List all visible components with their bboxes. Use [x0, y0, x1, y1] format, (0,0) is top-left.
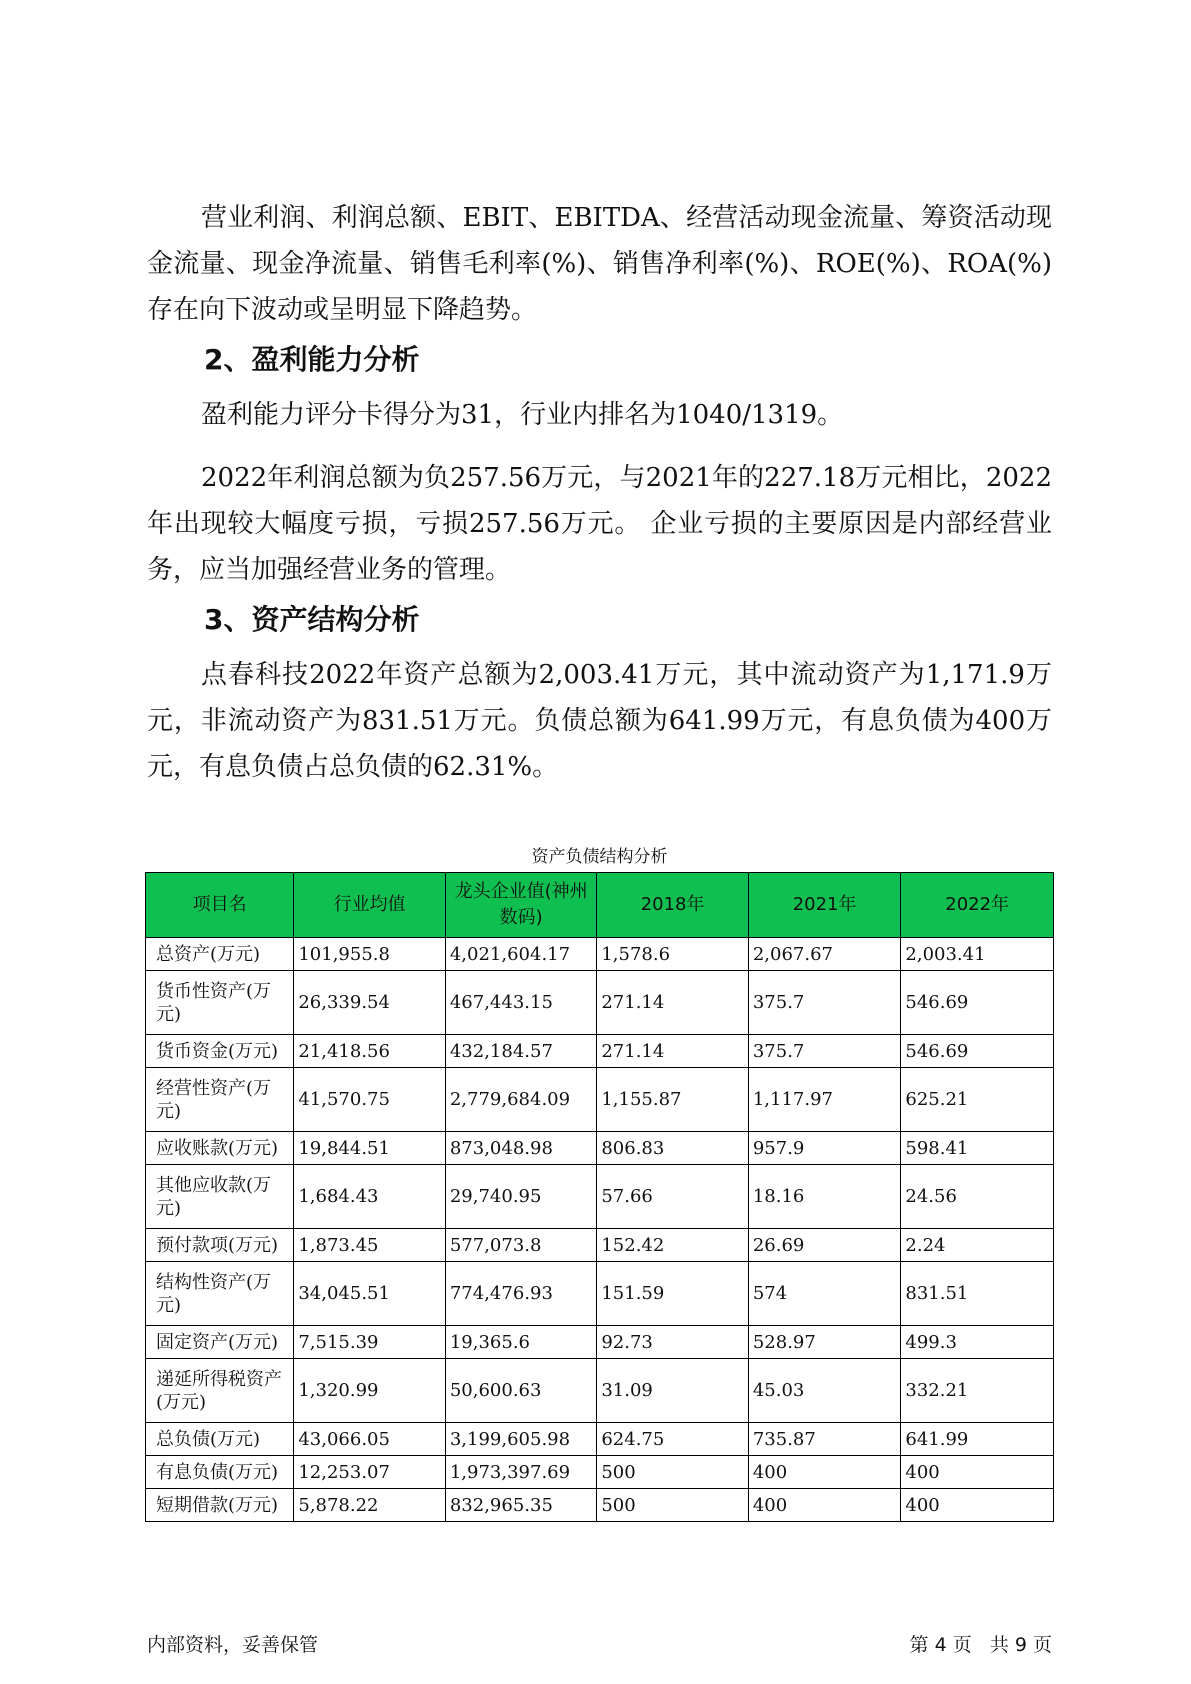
- table-row: [146, 1423, 1054, 1456]
- table-row: [146, 1035, 1054, 1068]
- cell-2018: 57.66: [597, 1165, 749, 1229]
- cell-industry-average: 19,844.51: [294, 1132, 446, 1165]
- cell-2018: 92.73: [597, 1326, 749, 1359]
- cell-2021: 375.7: [748, 1035, 901, 1068]
- row-label: 应收账款(万元): [146, 1132, 294, 1165]
- cell-leader-value: 432,184.57: [445, 1035, 597, 1068]
- cell-2021: 957.9: [748, 1132, 901, 1165]
- cell-2022: 332.21: [901, 1359, 1054, 1423]
- cell-2021: 45.03: [748, 1359, 901, 1423]
- section-heading-profitability: 2、盈利能力分析: [204, 343, 420, 376]
- cell-leader-value: 832,965.35: [445, 1489, 597, 1522]
- cell-2022: 2.24: [901, 1229, 1054, 1262]
- cell-leader-value: 29,740.95: [445, 1165, 597, 1229]
- row-label: 货币性资产(万元): [146, 971, 294, 1035]
- cell-2018: 1,155.87: [597, 1068, 749, 1132]
- cell-2018: 500: [597, 1489, 749, 1522]
- section-heading-asset-structure: 3、资产结构分析: [204, 603, 420, 636]
- cell-industry-average: 7,515.39: [294, 1326, 446, 1359]
- cell-2022: 400: [901, 1489, 1054, 1522]
- cell-2021: 400: [748, 1456, 901, 1489]
- row-label: 货币资金(万元): [146, 1035, 294, 1068]
- footer-page-number: 第 4 页 共 9 页: [909, 1634, 1052, 1656]
- cell-industry-average: 43,066.05: [294, 1423, 446, 1456]
- header-year-2022: 2022年: [901, 873, 1054, 938]
- table-row: [146, 1068, 1054, 1132]
- cell-2022: 499.3: [901, 1326, 1054, 1359]
- table-row: [146, 1489, 1054, 1522]
- cell-2021: 18.16: [748, 1165, 901, 1229]
- cell-industry-average: 12,253.07: [294, 1456, 446, 1489]
- table-row: [146, 971, 1054, 1035]
- cell-2022: 546.69: [901, 971, 1054, 1035]
- cell-industry-average: 41,570.75: [294, 1068, 446, 1132]
- cell-leader-value: 4,021,604.17: [445, 938, 597, 971]
- table-row: [146, 1262, 1054, 1326]
- cell-industry-average: 101,955.8: [294, 938, 446, 971]
- cell-industry-average: 5,878.22: [294, 1489, 446, 1522]
- cell-2018: 1,578.6: [597, 938, 749, 971]
- cell-2021: 400: [748, 1489, 901, 1522]
- balance-sheet-table: [145, 872, 1054, 1522]
- row-label: 总负债(万元): [146, 1423, 294, 1456]
- cell-2018: 271.14: [597, 1035, 749, 1068]
- cell-2022: 24.56: [901, 1165, 1054, 1229]
- table-caption: 资产负债结构分析: [531, 847, 668, 867]
- cell-leader-value: 3,199,605.98: [445, 1423, 597, 1456]
- cell-leader-value: 577,073.8: [445, 1229, 597, 1262]
- table-row: [146, 1229, 1054, 1262]
- row-label: 递延所得税资产(万元): [146, 1359, 294, 1423]
- cell-2022: 641.99: [901, 1423, 1054, 1456]
- table-row: [146, 1165, 1054, 1229]
- cell-leader-value: 19,365.6: [445, 1326, 597, 1359]
- cell-industry-average: 21,418.56: [294, 1035, 446, 1068]
- cell-leader-value: 467,443.15: [445, 971, 597, 1035]
- row-label: 短期借款(万元): [146, 1489, 294, 1522]
- header-year-2021: 2021年: [748, 873, 901, 938]
- cell-2021: 528.97: [748, 1326, 901, 1359]
- cell-2018: 152.42: [597, 1229, 749, 1262]
- cell-industry-average: 1,873.45: [294, 1229, 446, 1262]
- row-label: 总资产(万元): [146, 938, 294, 971]
- cell-leader-value: 2,779,684.09: [445, 1068, 597, 1132]
- table-row: [146, 938, 1054, 971]
- cell-2022: 598.41: [901, 1132, 1054, 1165]
- cell-2022: 400: [901, 1456, 1054, 1489]
- cell-leader-value: 1,973,397.69: [445, 1456, 597, 1489]
- cell-industry-average: 34,045.51: [294, 1262, 446, 1326]
- cell-2018: 806.83: [597, 1132, 749, 1165]
- header-year-2018: 2018年: [597, 873, 749, 938]
- cell-2022: 625.21: [901, 1068, 1054, 1132]
- header-industry-average: 行业均值: [294, 873, 446, 938]
- cell-2018: 624.75: [597, 1423, 749, 1456]
- header-item-name: 项目名: [146, 873, 294, 938]
- table-row: [146, 1359, 1054, 1423]
- cell-2018: 31.09: [597, 1359, 749, 1423]
- cell-leader-value: 50,600.63: [445, 1359, 597, 1423]
- cell-2021: 735.87: [748, 1423, 901, 1456]
- cell-leader-value: 873,048.98: [445, 1132, 597, 1165]
- cell-2018: 151.59: [597, 1262, 749, 1326]
- cell-leader-value: 774,476.93: [445, 1262, 597, 1326]
- cell-industry-average: 1,320.99: [294, 1359, 446, 1423]
- cell-2018: 271.14: [597, 971, 749, 1035]
- cell-2018: 500: [597, 1456, 749, 1489]
- row-label: 固定资产(万元): [146, 1326, 294, 1359]
- footer-confidential-note: 内部资料，妥善保管: [147, 1634, 319, 1656]
- cell-2021: 375.7: [748, 971, 901, 1035]
- row-label: 其他应收款(万元): [146, 1165, 294, 1229]
- paragraph-declining-metrics: 营业利润、利润总额、EBIT、EBITDA、经营活动现金流量、筹资活动现金流量、现金净流量、销售毛利率(%)、销售净利率(%)、ROE(%)、ROA(%)存在向下波动或呈明显下降趋势。: [147, 203, 1052, 325]
- cell-2021: 2,067.67: [748, 938, 901, 971]
- table-row: [146, 1326, 1054, 1359]
- cell-2022: 2,003.41: [901, 938, 1054, 971]
- cell-2022: 831.51: [901, 1262, 1054, 1326]
- table-header-row: [146, 873, 1054, 938]
- table-row: [146, 1456, 1054, 1489]
- cell-2022: 546.69: [901, 1035, 1054, 1068]
- row-label: 预付款项(万元): [146, 1229, 294, 1262]
- cell-2021: 1,117.97: [748, 1068, 901, 1132]
- cell-2021: 26.69: [748, 1229, 901, 1262]
- row-label: 有息负债(万元): [146, 1456, 294, 1489]
- paragraph-profit-loss: 2022年利润总额为负257.56万元，与2021年的227.18万元相比，2022年出现较大幅度亏损，亏损257.56万元。 企业亏损的主要原因是内部经营业务，应当加强经营业务的管理。: [147, 463, 1052, 585]
- cell-2021: 574: [748, 1262, 901, 1326]
- cell-industry-average: 1,684.43: [294, 1165, 446, 1229]
- row-label: 经营性资产(万元): [146, 1068, 294, 1132]
- cell-industry-average: 26,339.54: [294, 971, 446, 1035]
- header-leader-value: 龙头企业值(神州数码): [445, 873, 597, 938]
- table-row: [146, 1132, 1054, 1165]
- paragraph-asset-structure: 点春科技2022年资产总额为2,003.41万元，其中流动资产为1,171.9万元，非流动资产为831.51万元。负债总额为641.99万元，有息负债为400万元，有息负债占总负债的62.31%。: [147, 660, 1052, 782]
- row-label: 结构性资产(万元): [146, 1262, 294, 1326]
- paragraph-profitability-score: 盈利能力评分卡得分为31，行业内排名为1040/1319。: [201, 400, 844, 430]
